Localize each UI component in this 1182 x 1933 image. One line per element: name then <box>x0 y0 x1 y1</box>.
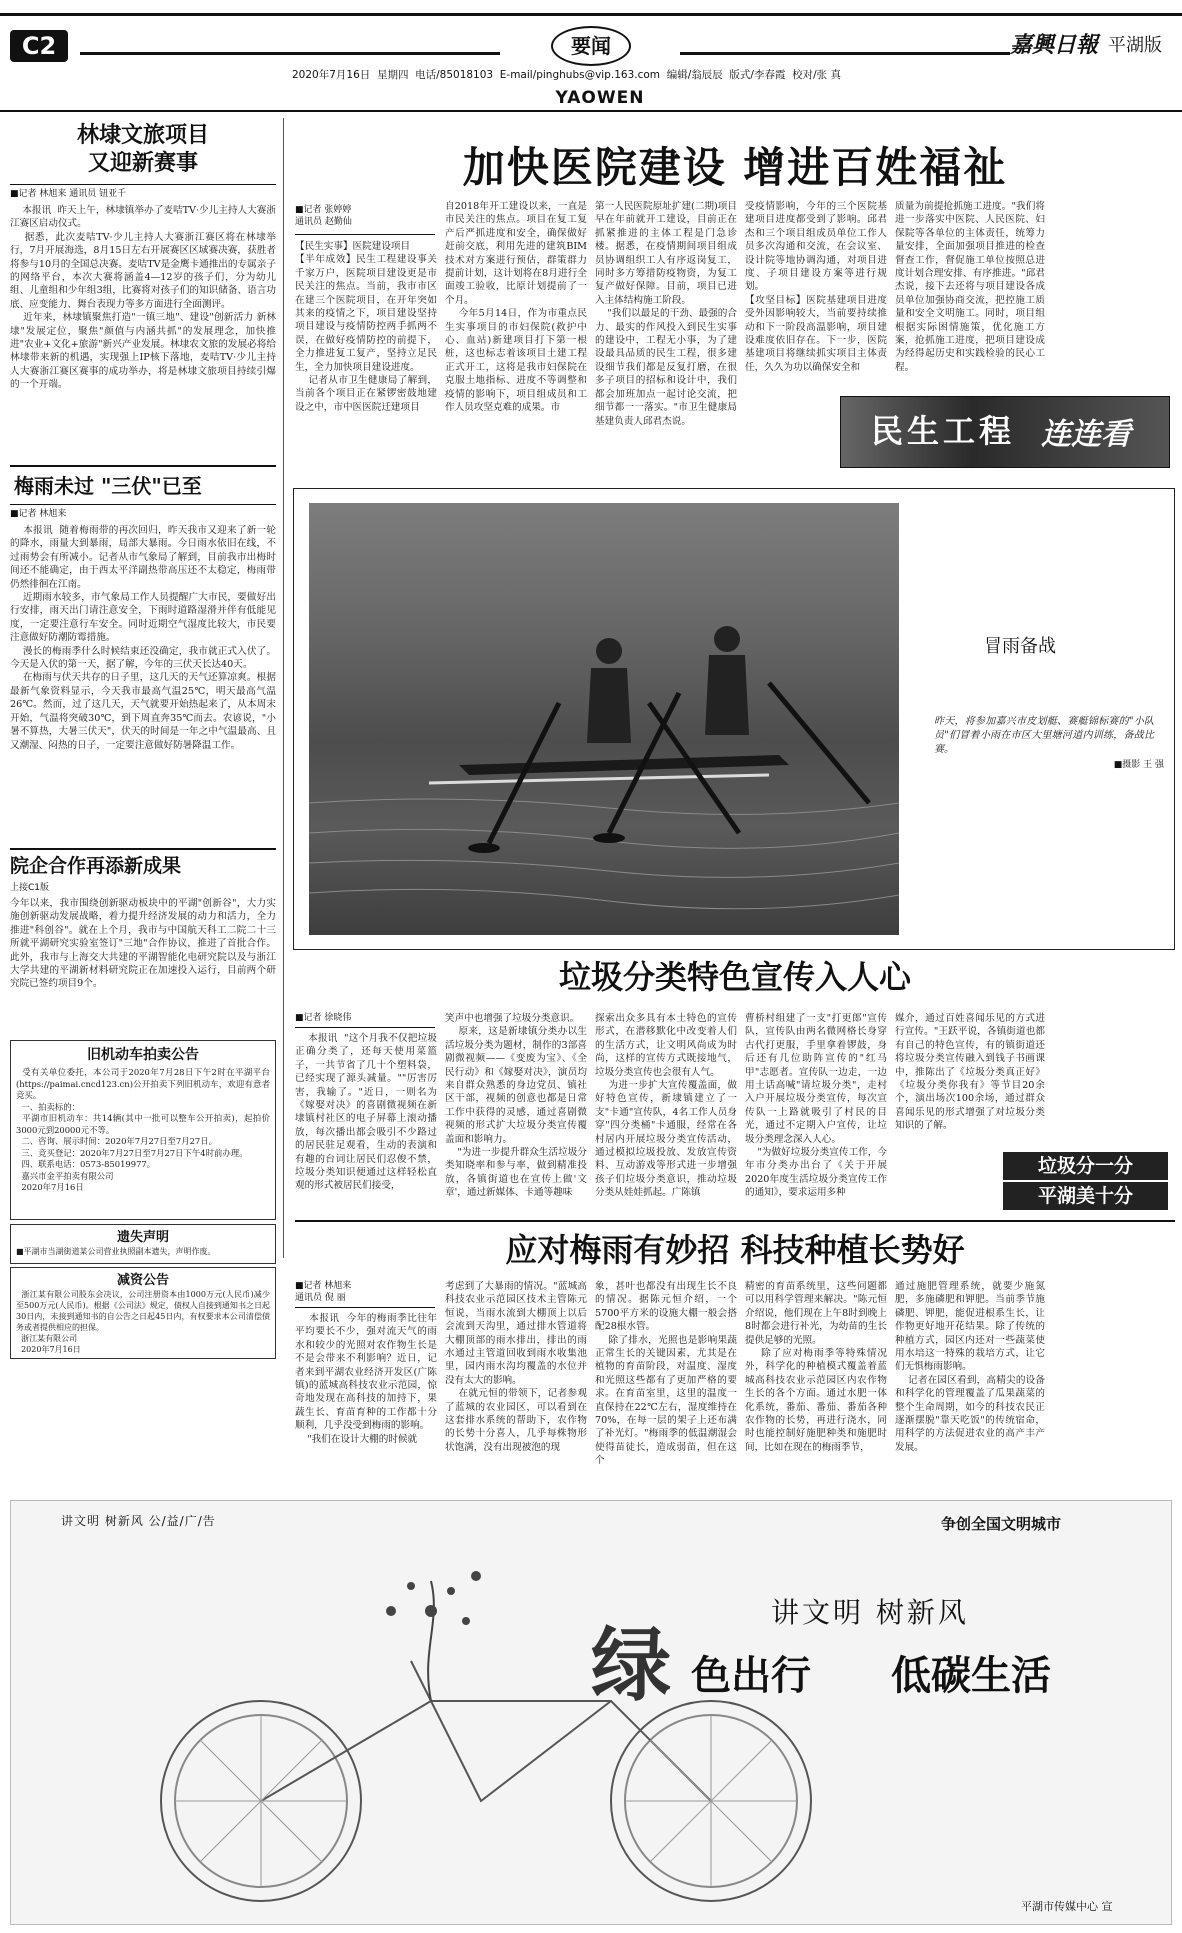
photo-credit: ■摄影 王 强 <box>1113 760 1164 770</box>
headline-line2: 又迎新赛事 <box>87 151 198 176</box>
byline-rule <box>295 1027 435 1028</box>
left-column-divider <box>283 118 284 1258</box>
notice-title: 遗失声明 <box>116 1230 169 1245</box>
byline: ■记者 徐晓伟 <box>295 1013 352 1023</box>
headline: 院企合作再添新成果 <box>10 855 182 877</box>
column-1: 本报讯 "这个月我不仅把垃圾正确分类了，还每天使用菜篮子，一共节省了几十个塑料袋，已经实现了源头减量。""厉害厉害，我输了。"近日，一则名为《嫁娶对决》的喜剧微视频在新埭镇村社区的电子屏幕上滚动播放，每次播出都会吸引不少路过的居民驻足观看，生动的表演和有趣的台词让居民们忍俊不禁，垃圾分类知识便通过这样轻松直观的形式被居民们接受， <box>295 1033 437 1192</box>
notice-body: 受有关单位委托，本公司于2020年7月28日下午2时在平湖平台(https://paimai.cncd123.cn)公开拍卖下列旧机动车，欢迎有意者竞买。 一、拍卖标的： 平湖市旧机动车：共14辆(其中一批可以整车公开拍卖)，起拍价3000元到20000元不等。 二、咨询、展示时间：2020年7月27日至7月27日。 三、竞买登记：2020年7月27日至7月27日下午4时前办理。 四、联系电话：0573-85019977。 嘉兴市金平拍卖有限公司 2020年7月16日 <box>16 1067 270 1192</box>
article-meiyu <box>10 472 276 866</box>
rowing-photo <box>309 503 899 935</box>
column-3: 第一人民医院原址扩建(二期)项目早在年前就开工建设，目前正在抓紧推进的主体工程是门急诊楼。据悉，在疫情期间项目组成员协调组织工人有序返岗复工，同时多方筹措防疫物资，为复工复产做好保障。目前，项目已进入主体结构施工阶段。 "我们以最足的干劲、最强的合力、最实的作风投入到民生实事的建设中，工程无小事，为了建设最具品质的民生工程，很多建设细节我们都是反复打磨，在很多子项目的招标和设计中，我们都会加班加点一起讨论交流，把细节都一一落实。"市卫生健康局基建负责人邱君杰说。 <box>595 201 737 427</box>
column-5: 质量为前提抢抓施工进度。"我们将进一步落实中医院、人民医院、妇保院等各单位的主体责任，统筹力量安排，全面加强项目推进的检查督查工作，督促施工单位按照总进度计划合理安排、有序推进。"邱君杰说，接下去还将与项目建设各成员单位加强协商交流，把控施工质量和安全文明施工。同时，项目组根据实际困情施策，优化施工方案，抢抓施工进度，把项目建设成为经得起历史和实践检验的民心工程。 <box>895 201 1045 373</box>
lost-notice <box>10 1224 276 1264</box>
ad-big-char: 绿 <box>591 1619 671 1712</box>
main-article <box>295 200 1175 470</box>
masthead-left-rule <box>80 52 500 55</box>
article-body: 本报讯 昨天上午，林埭镇举办了麦咭TV·少儿主持人大赛浙江赛区启动仪式。 据悉，此次麦咭TV·少儿主持人大赛浙江赛区将在林埭举行，7月开展海选，8月15日左右开展赛区区域赛决赛，获胜者将参与10月的全国总决赛。麦咭TV是金鹰卡通推出的专属亲子的网络平台，本次大赛将涵盖4—12岁的孩子们，分为幼儿组、儿童组和少年组3组，比赛将对孩子们的知识储备、语言功底、应变能力、舞台表现力等多方面进行全面测评。 近年来，林埭镇聚焦打造"一镇三地"、建设"创新活力 新林埭"发展定位，聚焦"颜值与内涵共抓"的发展理念，加快推进"农业+文化+旅游"新兴产业发展。林埭农文旅的发展必将给林埭带来新的机遇，实现强上IP核下落地，麦咭TV·少儿主持人大赛浙江赛区赛事的成功举办，将是林埭文旅项目持续引爆的一个开端。 <box>10 205 276 391</box>
rain-article <box>295 1280 1175 1490</box>
column-1: 本报讯 今年的梅雨季比往年平均要长不少，强对流天气的雨水和较少的光照对农作物生长是不是会带来不利影响？近日，记者来到平湖农业经济开发区(广陈镇)的蓝城高科技农业示范园，惊奇地发现在高科技的加持下，果蔬生长、育苗育种的工作都十分顺利，几乎没受到梅雨的影响。 "我们在设计大棚的时候就 <box>295 1313 437 1445</box>
column-5: 通过施肥管理系统，就要少施氮肥，多施磷肥和钾肥。当前季节施磷肥、钾肥，能促进根系生长，让作物更好地开花结果。除了传统的种植方式，园区内还对一些蔬菜使用水培这一特殊的栽培方式，让它们无惧梅雨影响。 记者在园区看到，高精尖的设备和科学化的管理覆盖了瓜果蔬菜的整个生命周期，如今的科技农民正逐渐摆脱"靠天吃饭"的传统宿命，用科学的方法促进农业的高产丰产发展。 <box>895 1281 1045 1453</box>
article-body: 本报讯 随着梅雨带的再次回归，昨天我市又迎来了新一轮的降水，雨量大到暴雨，局部大暴雨。今日雨水依旧在线，不过雨势会有所减小。记者从市气象局了解到，目前我市出梅时间还不能确定，由于西太平洋副热带高压还不太稳定，梅雨带仍然徘徊在江南。 近期雨水较多，市气象局工作人员提醒广大市民，要做好出行安排，雨天出门请注意安全，下雨时道路湿滑并伴有低能见度，一定要注意行车安全。同时近期空气湿度比较大，市民要注意做好防潮防霉措施。 漫长的梅雨季什么时候结束还没确定，我市就正式入伏了。今天是入伏的第一天，据了解，今年的三伏天长达40天。 在梅雨与伏天共存的日子里，这几天的天气还算凉爽。根据最新气象资料显示，今天我市最高气温25℃，明天最高气温26℃。然而，过了这几天，天气就要开始热起来了，从本周末开始，气温将突破30℃，到下周直奔35℃而去。农谚说，"小暑不算热，大暑三伏天"，伏天的时间是一年之中气温最高、且又潮湿、闷热的日子，一定要注意做好防暑降温工作。 <box>10 525 276 751</box>
column-5: 媒介，通过百姓喜闻乐见的方式进行宣传。"王跃平说，各镇街道也都有自己的特色宣传，有的镇街道还将垃圾分类宣传融入到钱子书画课中，推陈出了《垃圾分类真正好》《垃圾分类你我有》等节目20余个，演出场次100余场，通过群众喜闻乐见的形式增强了对垃圾分类知识的了解。 <box>895 1013 1045 1132</box>
byline: ■记者 张婷婷 通讯员 赵勤仙 <box>295 205 352 227</box>
masthead <box>0 0 1182 110</box>
minsheng-banner <box>840 396 1170 468</box>
ad-slogan-1: 讲文明 树新风 <box>771 1596 969 1629</box>
rain-headline: 应对梅雨有妙招 科技种植长势好 <box>505 1231 965 1269</box>
ad-slogan-2b: 低碳生活 <box>891 1653 1051 1699</box>
ad-top-right: 争创全国文明城市 <box>941 1515 1062 1533</box>
column-4: 精密的育苗系统里，这些问题都可以用科学管理来解决。"陈元恒介绍说，他们现在上午8时到晚上8时都会进行补光，为幼苗的生长提供足够的光照。 除了应对梅雨季等特殊情况外，科学化的种植模式覆盖着蓝城高科技农业示范园区内农作物生长的各个方面。通过水肥一体化系统，番茄、番茄、番茄各种农作物的长势，再进行浇水，同时也能控制好施肥种类和施肥时间，比如在现在的梅雨季节， <box>745 1281 887 1453</box>
byline: ■记者 林旭来 通讯员 倪 丽 <box>295 1281 352 1303</box>
section-pinyin: YAOWEN <box>555 88 645 108</box>
ad-slogan-2a: 色出行 <box>691 1653 811 1699</box>
divider <box>10 184 276 185</box>
byline-rule <box>295 234 435 235</box>
garbage-tag-2: 平湖美十分 <box>1003 1182 1168 1210</box>
byline-rule <box>295 1307 435 1308</box>
notice-body: ■平湖市当湖街道某公司营业执照副本遗失，声明作废。 <box>16 1247 216 1256</box>
notice-body: 浙江某有限公司股东会决议，公司注册资本由1000万元(人民币)减少至500万元(人民币)。根据《公司法》规定，债权人自接到通知书之日起30日内，未接到通知书的自公告之日起45日内，有权要求本公司清偿债务或者提供相应的担保。 浙江某有限公司 2020年7月16日 <box>16 1290 270 1353</box>
section-badge: 要闻 <box>551 26 631 66</box>
auction-notice <box>10 1040 276 1220</box>
byline: ■记者 林旭来 <box>10 509 67 519</box>
garbage-article <box>295 1012 1175 1212</box>
column-2: 考虑到了大暴雨的情况。"蓝城高科技农业示范园区技术主管陈元恒说，当雨水流到大棚顶上以后会流到天沟里，通过排水管道将大棚顶部的雨水排出，排出的雨水通过主管道回收到雨水收集池里，园内雨水沟均覆盖的水位并没有太大的影响。 在就元恒的带领下，记者参观了蓝城的农业园区，可以看到在这套排水系统的帮助下，农作物的长势十分喜人，几乎每株物形状饱满，没有出现被泡的现 <box>445 1281 587 1453</box>
photo-caption-title: 冒雨备战 <box>984 636 1056 657</box>
byline: ■记者 林旭来 通讯员 钮亚千 <box>10 189 127 199</box>
edition-label: 平湖版 <box>1108 35 1162 56</box>
headline: 梅雨未过 "三伏"已至 <box>14 474 202 498</box>
masthead-bottom-rule <box>0 110 1182 112</box>
headline: 林埭文旅项目 <box>76 123 209 148</box>
article-wenlv <box>10 122 276 432</box>
column-3: 象，甚叶也都没有出现生长不良的情况。据陈元恒介绍，一个5700平方米的设施大棚一般会搭配28根水管。 除了排水，光照也是影响果蔬正常生长的关键因素，尤其是在植物的育苗阶段，对温度、湿度和光照这些都有了更加严格的要求。在育苗室里，这里的温度一直保持在22℃左右，湿度维持在70%，在每一层的架子上还布满了补光灯。"梅雨季的低温潮湿会使得苗徒长，造成弱苗，但在这个 <box>595 1281 737 1467</box>
banner-text: 民生工程 <box>871 412 1016 450</box>
masthead-top-rule <box>0 13 1182 16</box>
column-4: 曹桥村组建了一支"打更郎"宣传队，宣传队由两名微网格长身穿古代打更服，手里拿着锣鼓，身后还有几位助阵宣传的"红马甲"志愿者。宣传队一边走，一边用土话高喊"请垃圾分类"，走村入户开展垃圾分类宣传，每次宣传队一上路就吸引了村民的目光，通过不定期入户宣传，让垃圾分类理念深入人心。 "为做好垃圾分类宣传工作，今年市分类办出台了《关于开展2020年度生活垃圾分类宣传工作的通知》，要求运用多种 <box>745 1013 887 1199</box>
column-3: 探索出众多具有本土特色的宣传形式，在潜移默化中改变着人们的生活方式，让文明风尚成为时尚，这样的宣传方式既接地气，垃圾分类宣传也会很有人气。 为进一步扩大宣传覆盖面，做好特色宣传，新埭镇建立了一支"卡通"宣传队，4名工作人员身穿"四分类桶"卡通服，经常在各村居内开展垃圾分类宣传活动，通过模拟垃圾投放、发放宣传资料、互动游戏等形式进一步增强孩子们垃圾分类意识，推动垃圾分类从娃娃抓起。广陈镇 <box>595 1013 737 1199</box>
capital-reduction-notice <box>10 1267 276 1359</box>
ad-top-left: 讲文明 树新风 公/益/广/告 <box>61 1514 216 1528</box>
photo-caption-body: 昨天，将参加嘉兴市皮划艇、赛艇锦标赛的"小队员"们冒着小雨在市区大里塘河道内训练，备战比赛。 <box>934 716 1154 755</box>
notice-title: 旧机动车拍卖公告 <box>87 1047 199 1063</box>
masthead-right-rule <box>680 52 1010 55</box>
article-body: 今年以来，我市围绕创新驱动板块中的平湖"创新谷"，大力实施创新驱动发展战略，着力提升经济发展的动力和活力，全力推进"科创谷"。就在上个月，我市与中国航天科工二院二十三所就平湖研究实验室签订"三地"合作协议，推进了首批合作。此外，我市与上海交大共建的平湖智能化电研究院以及与浙江大学共建的平湖新材料研究院正在加速投入运行，目前两个研究院已签约项目9个。 <box>10 898 276 990</box>
main-headline: 加快医院建设 增进百姓福祉 <box>462 143 1008 192</box>
garbage-tag-1: 垃圾分一分 <box>1003 1152 1168 1180</box>
photo-frame <box>293 488 1175 950</box>
article-yuanqi <box>10 852 276 1065</box>
notice-title: 减资公告 <box>116 1273 169 1288</box>
column-1: 【民生实事】医院建设项目 【半年成效】民生工程建设事关千家万户，医院项目建设更是市民关注的焦点。当前，我市市区在建三个医院项目，在开年突如其来的疫情之下，项目建设坚持项目建设与疫情防控两手抓两不误，在做好疫情防控的前提下，全力推进复工复产，坚持立足民生，全力加快项目建设进度。 记者从市卫生健康局了解到，当前各个项目正在紧锣密鼓地建设之中，市中医医院迁建项目 <box>295 241 437 413</box>
bicycle-illustration <box>11 1501 1173 1926</box>
section-rule <box>295 1220 1175 1222</box>
rowing-illustration <box>309 503 899 935</box>
paper-logo: 嘉興日報 <box>1010 33 1099 58</box>
ad-footer: 平湖市传媒中心 宣 <box>1021 1900 1113 1913</box>
divider <box>10 504 276 505</box>
banner-text-secondary: 连连看 <box>1041 417 1131 452</box>
column-2: 笑声中也增强了垃圾分类意识。 原来，这是新埭镇分类办以生活垃圾分类为题材，制作的3部喜剧微视频——《变废为宝》、《全民行动》和《嫁娶对决》，演员均来自群众熟悉的身边党员、镇社区干部，视频的创意也都是日常工作中获得的灵感，通过喜剧微视频的形式扩大垃圾分类宣传覆盖面和影响力。 "为进一步提升群众生活垃圾分类知晓率和参与率，做到精准投放，各镇街道也在宣传上做'文章'，通过新媒体、卡通等趣味 <box>445 1013 587 1199</box>
section-rule <box>10 465 276 467</box>
date-line: 2020年7月16日 星期四 电话/85018103 E-mail/pinghubs@vip.163.com 编辑/翁辰辰 版式/李春霞 校对/张 真 <box>292 69 841 81</box>
jump-line: 上接C1版 <box>10 883 50 893</box>
page-number: C2 <box>10 30 68 62</box>
column-4: 受疫情影响，今年的三个医院基建项目进度都受到了影响。邱君杰和三个项目组成员单位工作人员多次沟通和交流，在会议室、设计院等地协调沟通，对项目进度、子项目建设方案等进行规划。 【攻坚目标】医院基建项目进度受外因影响较大，当前要持续推动和下一阶段高温影响，项目建设难度依旧存在。下一步，医院基建项目将继续抓实项目主体责任，久久为功以确保安全和 <box>745 201 887 373</box>
column-2: 自2018年开工建设以来，一直是市民关注的焦点。项目在复工复产后严抓进度和安全，确保做好赶前交底，利用先进的建筑BIM技术对方案进行预估，群策群力提前计划，这计划将在8月进行全面竣工验收，比原计划提前了一个月。 今年5月14日，作为市重点民生实事项目的市妇保院(救护中心、血站)新建项目打下第一根桩，这也标志着该项目土建工程正式开工，这将是我市妇保院在克服土地指标、进度不等调整和疫情的影响下，项目组成员和工作人员攻坚克难的成果。市 <box>445 201 587 414</box>
section-rule <box>10 848 276 850</box>
garbage-headline: 垃圾分类特色宣传入人心 <box>558 958 911 996</box>
public-service-ad <box>10 1500 1172 1925</box>
